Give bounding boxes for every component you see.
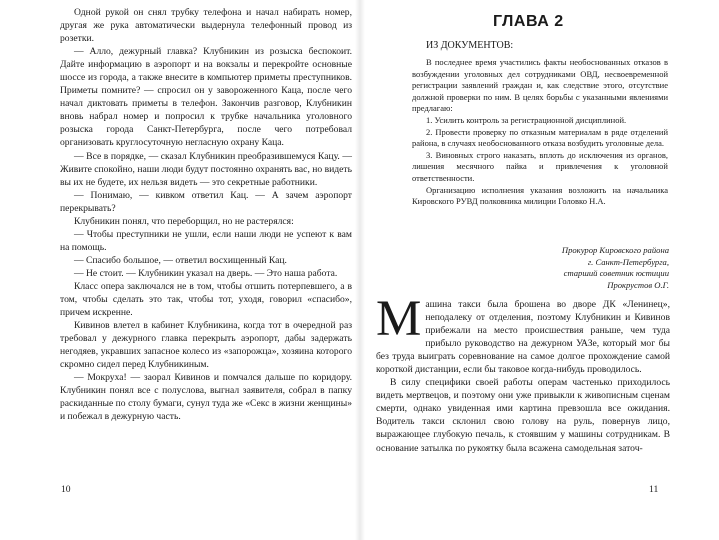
paragraph: Класс опера заключался не в том, чтобы отшить потерпевшего, а в том, чтобы сделать это так, чтобы тот, уходя, говорил «спасибо», причем искренне. — [60, 280, 352, 319]
paragraph: — Мокруха! — заорал Кивинов и помчался дальше по коридору. Клубникин понял все с полуслова, выгнал заявителя, собрал в папку раскиданные по столу бумаги, сунул туда же «Секс в жизни женщины» и побежал в дежурную часть. — [60, 372, 352, 423]
document-paragraph: В последнее время участились факты необоснованных отказов в возбуждении уголовных дел сотрудниками ОВД, несвоевременной регистрации заявлений граждан и, как следствие этого, отсутствие должной проверки по ним. В целях борьбы с указанными явлениями предлагаю: — [412, 57, 668, 114]
paragraph: — Понимаю, — кивком ответил Кац. — А зачем аэропорт перекрывать? — [60, 189, 352, 214]
signature-line: г. Санкт-Петербурга, — [587, 256, 669, 267]
document-paragraph: Организацию исполнения указания возложить на начальника Кировского РУВД полковника милиции Головко Н.А. — [412, 184, 668, 207]
paragraph: — Все в порядке, — сказал Клубникин преобразившемуся Кацу. — Живите спокойно, наши люди будут постоянно охранять вас, но видеть вы их не будете, их нельзя видеть — это секретные работники. — [60, 150, 352, 188]
document-paragraph: 1. Усилить контроль за регистрационной дисциплиной. — [426, 114, 627, 125]
paragraph — [376, 291, 670, 376]
paragraph: — Спасибо большое, — ответил восхищенный Кац. — [74, 254, 287, 266]
paragraph-text: ашина такси была брошена во дворе ДК «Ленинец», неподалеку от отделения, поэтому Клубникин и Кивинов прибежали на место происшествия раньше, чем туда прибыло руководство на дежурном УАЗе, который мог бы без труда выиграть соревнование на самое долгое прохождение самой короткой дистанции, если бы таковое когда-нибудь проводилось. — [376, 299, 670, 376]
right-page — [362, 0, 719, 540]
chapter-title: ГЛАВА 2 — [493, 13, 564, 30]
paragraph: В силу специфики своей работы операм частенько приходилось видеть мертвецов, и поэтому они уже привыкли к живописным сценам смерти, однако увиденная ими картина превзошла все ожидания. Водитель такси склонил свою голову на руль, повернув лицо, выражающее глубокую печаль, к стоявшим у машины сотрудникам. В основание затылка по рукоятку была всажена самодельная заточ- — [376, 377, 670, 454]
paragraph: — Не стоит. — Клубникин указал на дверь. — Это наша работа. — [74, 267, 338, 279]
paragraph: — Чтобы преступники не ушли, если наши люди не успеют к вам на помощь. — [60, 228, 352, 253]
right-page-text — [376, 291, 670, 455]
left-page — [0, 0, 358, 540]
page-number-left: 10 — [61, 484, 71, 495]
document-signature — [469, 245, 669, 291]
document-excerpt — [412, 57, 668, 208]
left-page-text — [60, 6, 352, 424]
paragraph: — Алло, дежурный главка? Клубникин из розыска беспокоит. Дайте информацию в аэропорт и на вокзалы и перекройте основные шоссе из города, а также внесите в компьютер приметы преступников. Приметы помните? — спросил он у завороженного Каца, после чего начал диктовать приметы в телефон. Закончив разговор, Клубникин вновь набрал номер и попросил к трубке начальника уголовного розыска города Санкт-Петербурга, после чего потребовал организовать круглосуточную негласную охрану Каца. — [60, 46, 352, 149]
documents-heading: ИЗ ДОКУМЕНТОВ: — [426, 40, 514, 51]
paragraph: Клубникин понял, что переборщил, но не растерялся: — [74, 215, 294, 227]
signature-line: старший советник юстиции — [563, 268, 669, 278]
drop-cap: М — [376, 291, 422, 347]
signature-line: Прокурор Кировского района — [561, 245, 669, 255]
document-paragraph: 3. Виновных строго наказать, вплоть до исключения из органов, лишения месячного пайка и привлечения к уголовной ответственности. — [412, 149, 668, 183]
document-paragraph: 2. Провести проверку по отказным материалам в ряде отделений района, в случаях необоснованного отказа возбудить уголовные дела. — [412, 126, 668, 149]
paragraph: Кивинов влетел в кабинет Клубникина, когда тот в очередной раз требовал у дежурного главка перекрыть аэропорт, дабы задержать негодяев, укравших запасное колесо из «запорожца», хозяина которого скромно сидел перед Клубникиным. — [60, 320, 352, 371]
signature-line: Прокрустов О.Г. — [607, 279, 669, 290]
page-number-right: 11 — [649, 484, 659, 495]
paragraph: Одной рукой он снял трубку телефона и начал набирать номер, другая же рука автоматически выдернула телефонный провод из розетки. — [60, 7, 352, 45]
